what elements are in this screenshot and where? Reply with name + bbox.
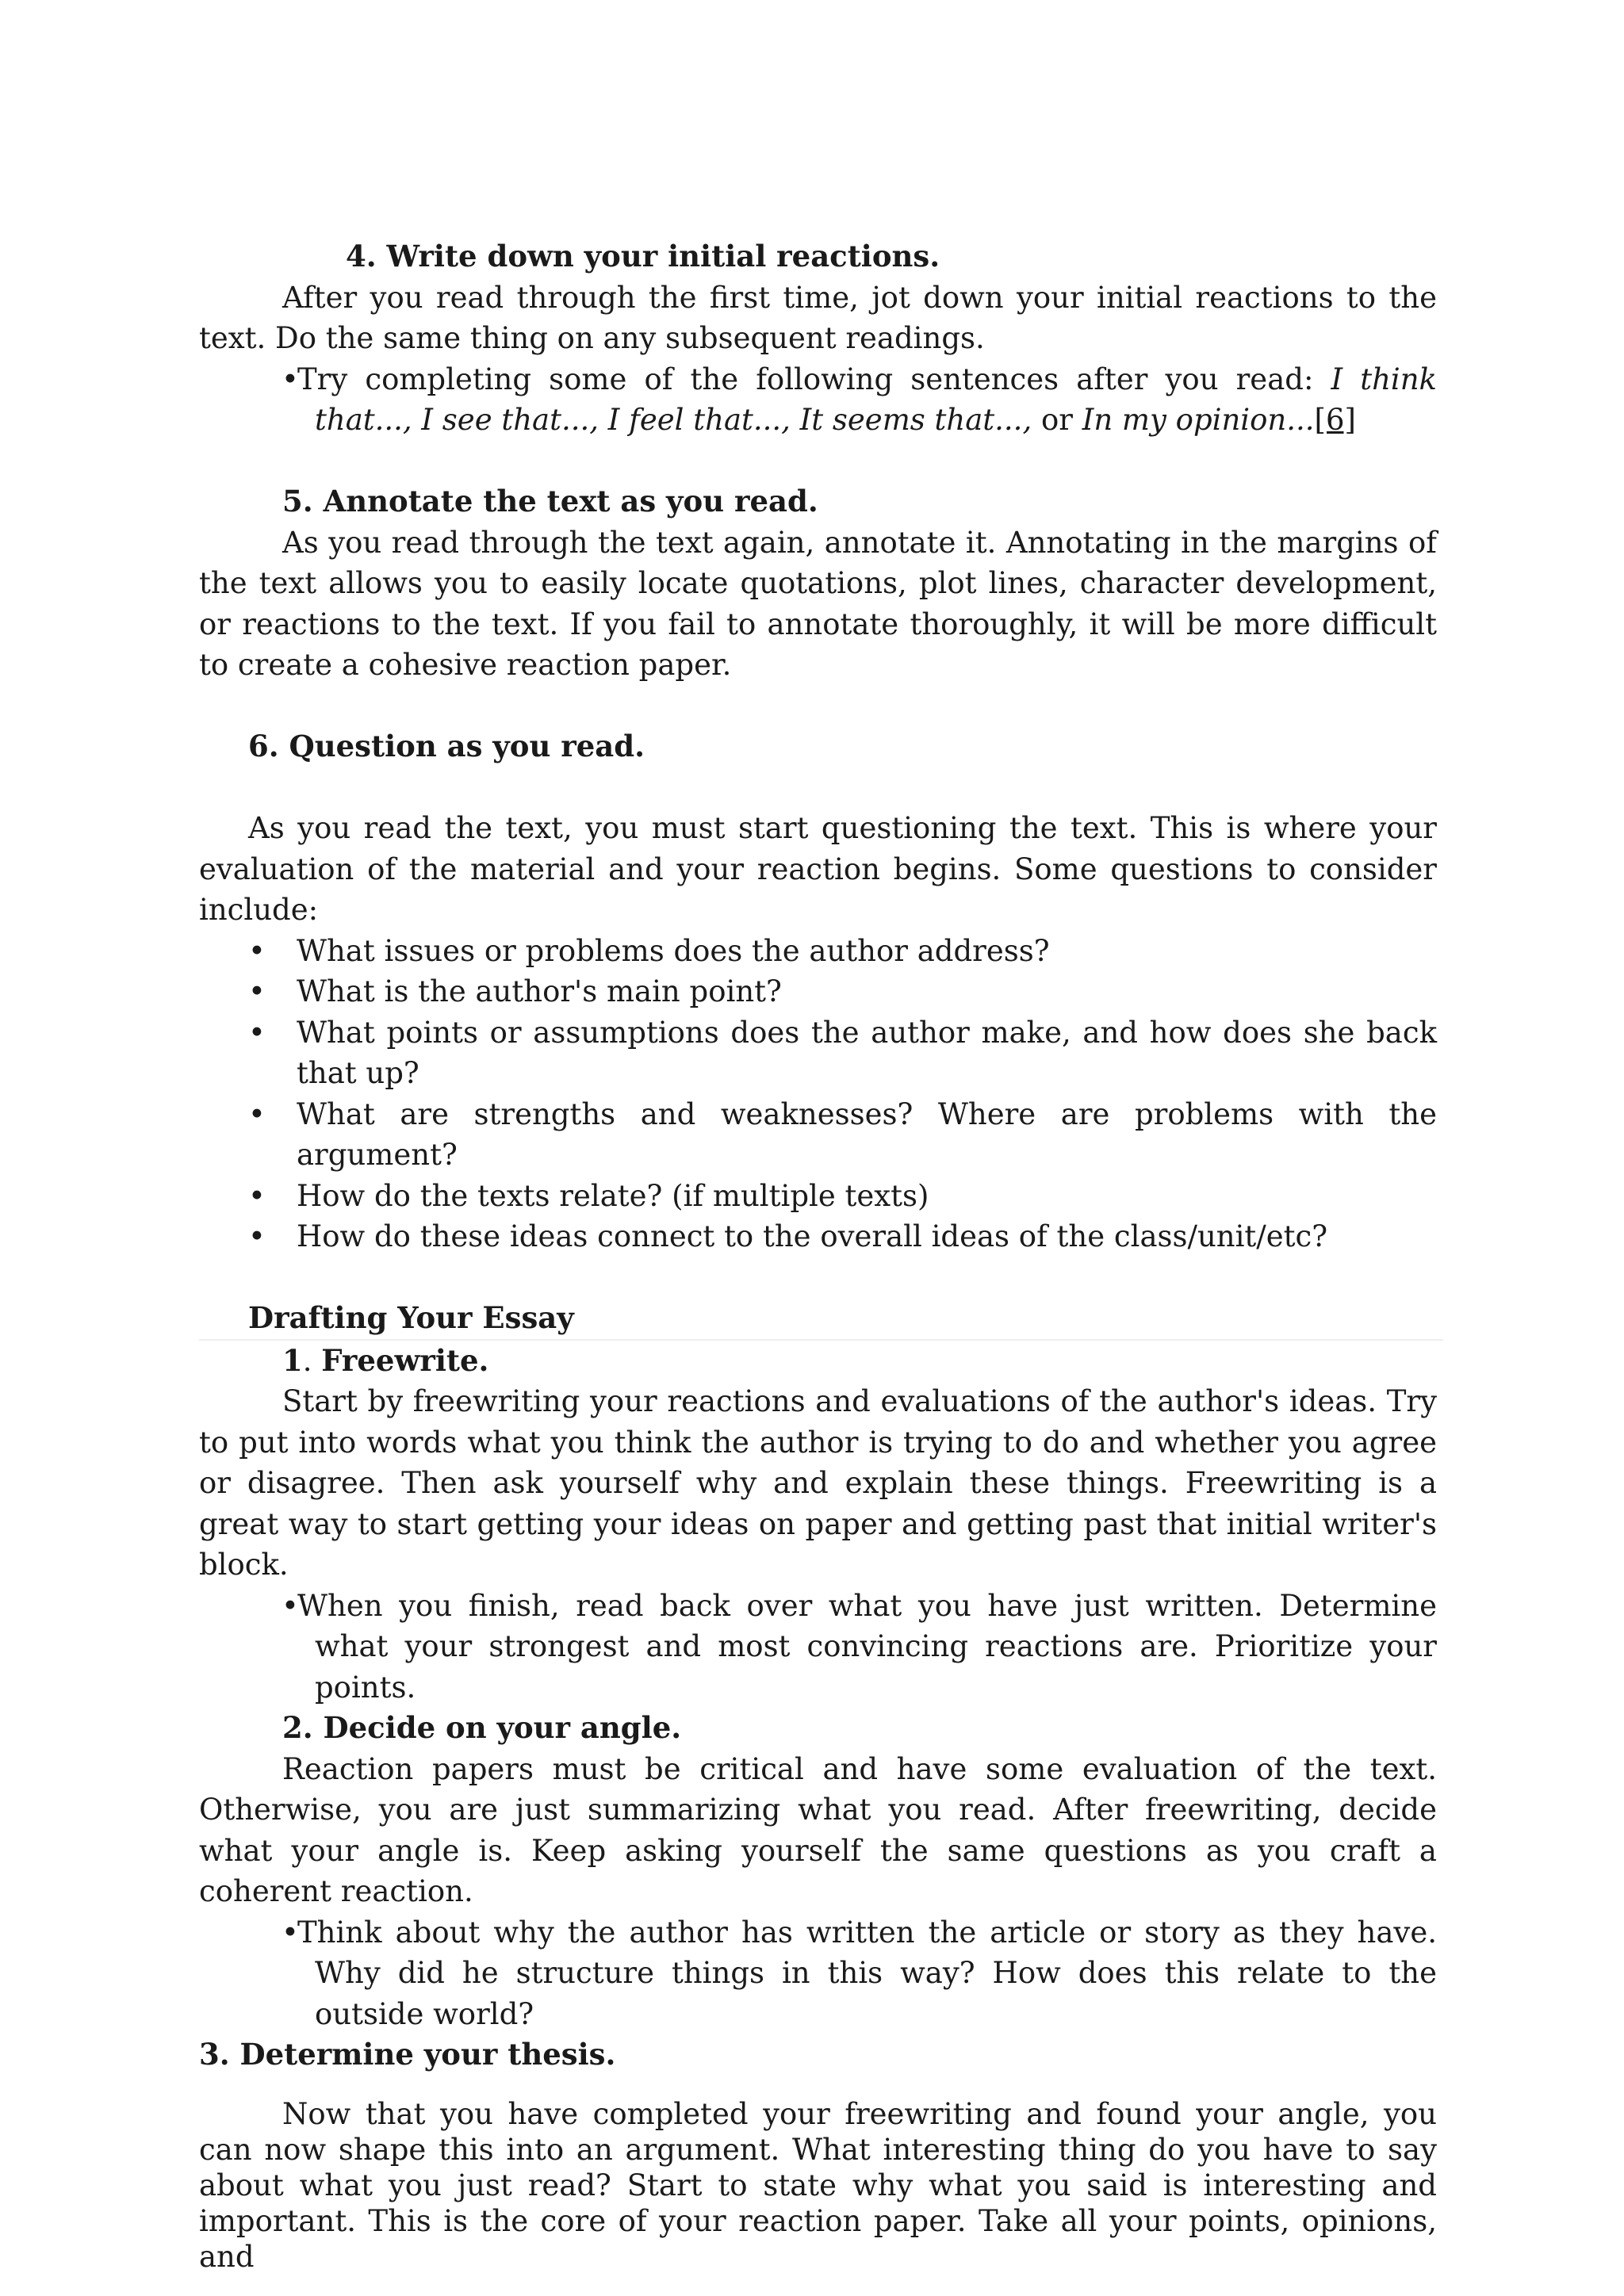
document-page <box>199 236 1437 2275</box>
heading-annotate: 5. Annotate the text as you read. <box>282 484 818 519</box>
heading-question: 6. Question as you read. <box>248 729 645 763</box>
bullet-icon: • <box>248 1219 266 1253</box>
bullet-angle: •Think about why the author has written the article or story as they have. Why did he structure things in this way? How does this relate to the outside world? <box>199 1912 1437 2035</box>
bullet-icon: • <box>282 362 299 396</box>
bullet-icon: • <box>248 1178 266 1213</box>
bullet-or-text: or <box>1032 403 1082 437</box>
heading-thesis: 3. Determine your thesis. <box>199 2037 616 2072</box>
list-item: • What issues or problems does the author address? <box>199 931 1437 972</box>
paragraph-freewrite: Start by freewriting your reactions and evaluations of the author's ideas. Try to put into words what you think the author is trying to do and whether you agree or disagree. Then ask yourself why and explain these things. Freewriting is a great way to start getting your ideas on paper and getting past that initial writer's block. <box>199 1384 1437 1582</box>
bullet-icon: • <box>282 1588 299 1623</box>
bullet-icon: • <box>248 974 266 1008</box>
bullet-icon: • <box>282 1915 299 1950</box>
paragraph-thesis: Now that you have completed your freewriting and found your angle, you can now shape this into an argument. What interesting thing do you have to say about what you just read? Start to state why what you said is interesting and important. This is the core of your reaction paper. Take all your points, opinions, and <box>199 2096 1437 2274</box>
paragraph-annotate: As you read through the text again, annotate it. Annotating in the margins of the text allows you to easily locate quotations, plot lines, character development, or reactions to the text. If you fail to annotate thoroughly, it will be more difficult to create a cohesive reaction paper. <box>199 525 1437 682</box>
list-item: • What points or assumptions does the author make, and how does she back that up? <box>199 1012 1437 1094</box>
paragraph-angle: Reaction papers must be critical and have some evaluation of the text. Otherwise, you are just summarizing what you read. After freewriting, decide what your angle is. Keep asking yourself the same questions as you craft a coherent reaction. <box>199 1751 1437 1908</box>
sentence-starters: I think that..., I see that..., I feel that..., It seems that..., <box>315 362 1437 437</box>
list-item: • What are strengths and weaknesses? Where are problems with the argument? <box>199 1094 1437 1176</box>
bullet-icon: • <box>248 933 266 968</box>
bullet-lead-text: Try completing some of the following sentences after you read: <box>297 362 1331 396</box>
bullet-freewrite: •When you finish, read back over what you have just written. Determine what your strongest and most convincing reactions are. Prioritize your points. <box>199 1586 1437 1709</box>
reference-link[interactable]: [6] <box>1314 403 1356 437</box>
paragraph-question: As you read the text, you must start questioning the text. This is where your evaluation of the material and your reaction begins. Some questions to consider include: <box>199 811 1437 927</box>
bullet-icon: • <box>248 1096 266 1131</box>
list-item: • How do the texts relate? (if multiple texts) <box>199 1176 1437 1217</box>
bullet-sentence-starters <box>199 359 1437 441</box>
question-list <box>199 931 1437 1257</box>
heading-freewrite: 1. Freewrite. <box>282 1342 489 1378</box>
bullet-icon: • <box>248 1015 266 1050</box>
list-item: • How do these ideas connect to the overall ideas of the class/unit/etc? <box>199 1216 1437 1257</box>
heading-drafting: Drafting Your Essay <box>248 1300 574 1335</box>
heading-initial-reactions: 4. Write down your initial reactions. <box>346 239 940 274</box>
paragraph-initial-reactions: After you read through the first time, jot down your initial reactions to the text. Do the same thing on any subsequent readings. <box>199 280 1437 355</box>
heading-angle: 2. Decide on your angle. <box>282 1710 682 1745</box>
sentence-starter-opinion: In my opinion... <box>1082 403 1315 437</box>
list-item: • What is the author's main point? <box>199 971 1437 1012</box>
